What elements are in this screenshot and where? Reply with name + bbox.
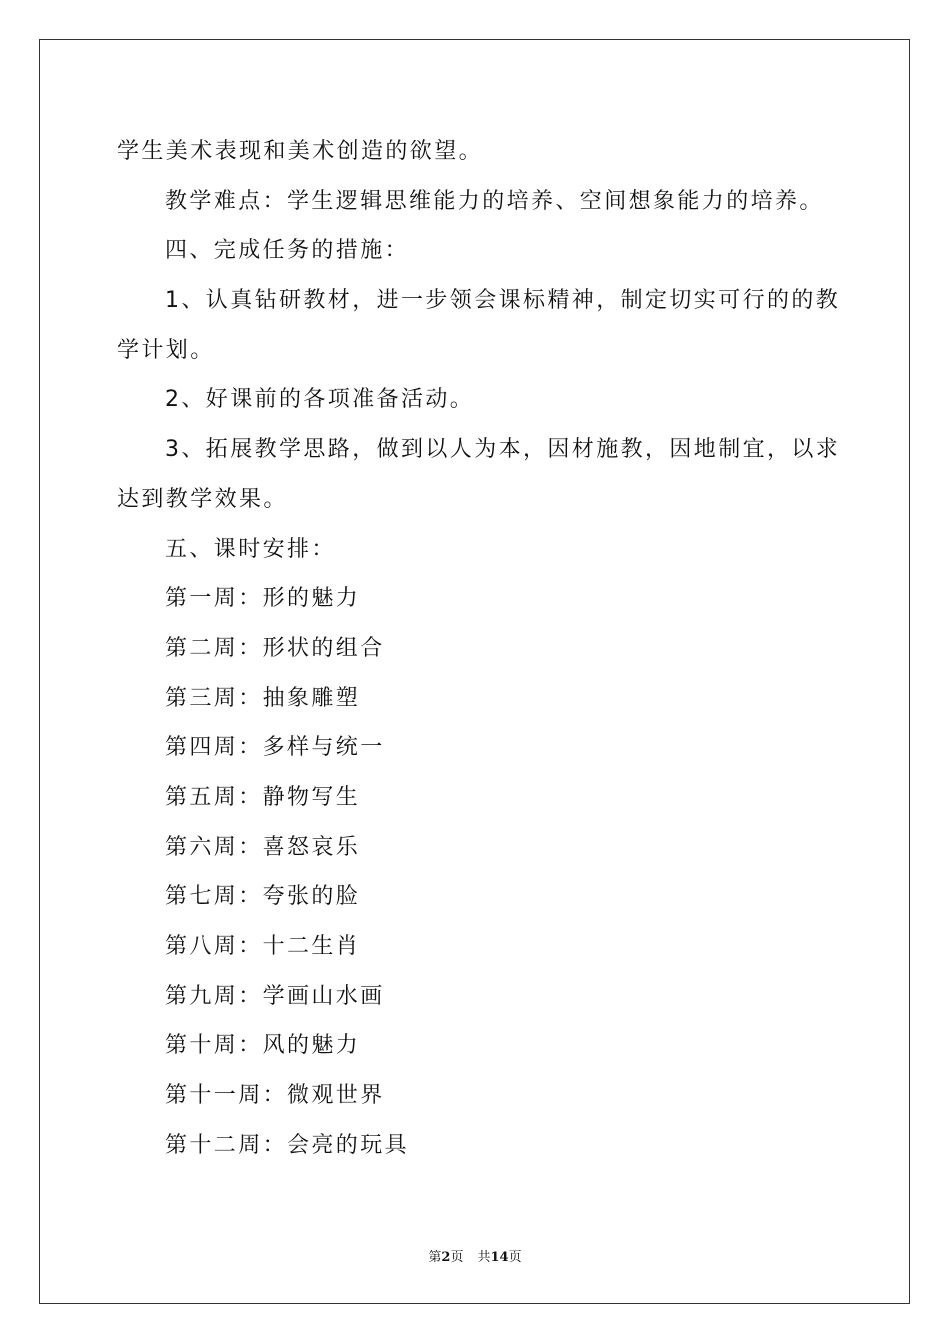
schedule-item: 第二周：形状的组合 xyxy=(165,635,385,661)
text-line: 1、认真钻研教材，进一步领会课标精神，制定切实可行的的教 xyxy=(165,288,841,314)
schedule-item: 第十一周：微观世界 xyxy=(165,1083,385,1109)
schedule-item: 第七周：夸张的脸 xyxy=(165,884,361,910)
text-line: 教学难点：学生逻辑思维能力的培养、空间想象能力的培养。 xyxy=(165,188,824,214)
text-line: 学计划。 xyxy=(117,337,215,363)
schedule-item: 第三周：抽象雕塑 xyxy=(165,685,361,711)
page-footer xyxy=(0,1246,950,1265)
schedule-item: 第一周：形的魅力 xyxy=(165,586,361,612)
total-pages: 14 xyxy=(490,1250,509,1265)
schedule-item: 第十周：风的魅力 xyxy=(165,1033,361,1059)
total-suffix: 页 xyxy=(508,1250,522,1265)
section-heading: 四、完成任务的措施： xyxy=(165,238,410,264)
page-prefix: 第 xyxy=(428,1250,442,1265)
page-number: 2 xyxy=(441,1250,451,1265)
text-line: 达到教学效果。 xyxy=(117,486,288,512)
total-prefix: 共 xyxy=(477,1250,491,1265)
text-line: 2、好课前的各项准备活动。 xyxy=(165,387,475,413)
section-heading: 五、课时安排： xyxy=(165,536,336,562)
text-line: 学生美术表现和美术创造的欲望。 xyxy=(117,139,484,164)
schedule-item: 第六周：喜怒哀乐 xyxy=(165,834,361,860)
document-body xyxy=(117,127,841,1170)
schedule-item: 第九周：学画山水画 xyxy=(165,983,385,1009)
schedule-item: 第八周：十二生肖 xyxy=(165,934,361,959)
schedule-item: 第五周：静物写生 xyxy=(165,784,361,810)
schedule-item: 第四周：多样与统一 xyxy=(165,735,385,761)
page-suffix: 页 xyxy=(450,1250,464,1265)
text-line: 3、拓展教学思路，做到以人为本，因材施教，因地制宜，以求 xyxy=(165,437,841,463)
schedule-item: 第十二周：会亮的玩具 xyxy=(165,1132,410,1158)
